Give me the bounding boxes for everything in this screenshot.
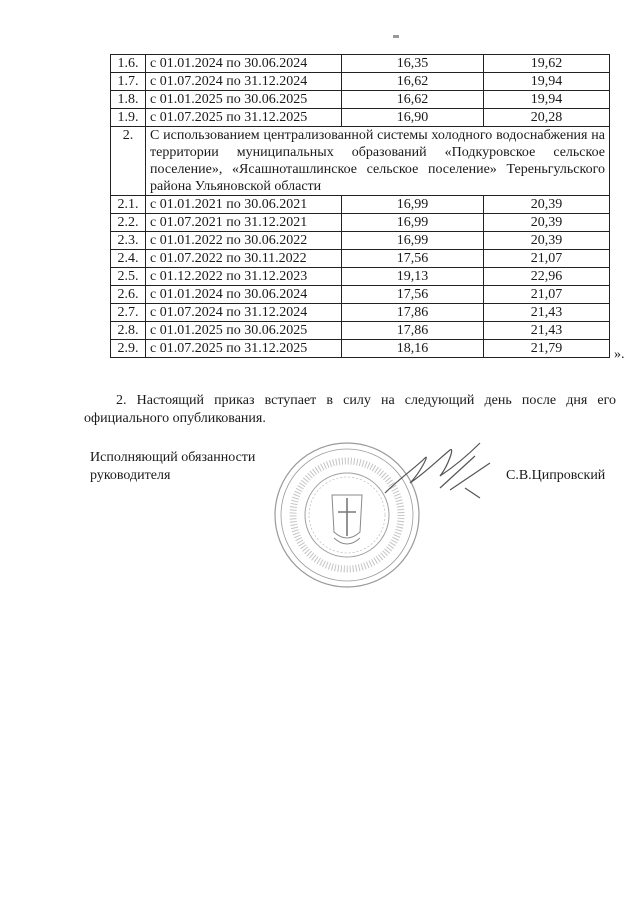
row-tariff-1: 16,99 bbox=[342, 214, 484, 232]
table-row bbox=[111, 214, 610, 232]
role-line-2: руководителя bbox=[90, 468, 171, 483]
row-tariff-2: 21,07 bbox=[484, 250, 610, 268]
table-row bbox=[111, 268, 610, 286]
row-period: с 01.01.2025 по 30.06.2025 bbox=[146, 91, 342, 109]
row-number: 2.4. bbox=[111, 250, 146, 268]
tariff-table bbox=[110, 54, 610, 358]
row-tariff-1: 16,62 bbox=[342, 73, 484, 91]
section-row bbox=[111, 127, 610, 196]
table-row bbox=[111, 322, 610, 340]
row-tariff-2: 21,43 bbox=[484, 322, 610, 340]
table-row bbox=[111, 55, 610, 73]
section-number: 2. bbox=[111, 127, 146, 196]
paragraph-effective-date: 2. Настоящий приказ вступает в силу на следующий день после дня его официального опубликования. bbox=[84, 393, 616, 426]
table-row bbox=[111, 73, 610, 91]
row-number: 1.7. bbox=[111, 73, 146, 91]
row-tariff-2: 20,28 bbox=[484, 109, 610, 127]
row-tariff-1: 16,62 bbox=[342, 91, 484, 109]
table-row bbox=[111, 250, 610, 268]
row-number: 2.7. bbox=[111, 304, 146, 322]
table-row bbox=[111, 340, 610, 358]
signatory-name: С.В.Ципровский bbox=[506, 468, 606, 483]
row-tariff-2: 21,79 bbox=[484, 340, 610, 358]
row-tariff-1: 18,16 bbox=[342, 340, 484, 358]
role-line-1: Исполняющий обязанности bbox=[90, 450, 256, 465]
row-number: 2.6. bbox=[111, 286, 146, 304]
row-tariff-2: 20,39 bbox=[484, 196, 610, 214]
row-tariff-2: 19,94 bbox=[484, 73, 610, 91]
row-tariff-1: 17,56 bbox=[342, 250, 484, 268]
row-tariff-2: 21,43 bbox=[484, 304, 610, 322]
row-tariff-1: 16,90 bbox=[342, 109, 484, 127]
row-period: с 01.07.2024 по 31.12.2024 bbox=[146, 73, 342, 91]
row-period: с 01.01.2024 по 30.06.2024 bbox=[146, 286, 342, 304]
row-number: 1.8. bbox=[111, 91, 146, 109]
row-number: 2.1. bbox=[111, 196, 146, 214]
row-number: 2.5. bbox=[111, 268, 146, 286]
row-tariff-1: 17,86 bbox=[342, 322, 484, 340]
row-tariff-2: 19,62 bbox=[484, 55, 610, 73]
section-description: С использованием централизованной системы холодного водоснабжения на территории муниципальных образований «Подкуровское сельское поселение», «Ясашноташлинское сельское поселение» Тереньгульского района Ульяновской области bbox=[146, 127, 610, 196]
row-tariff-1: 17,56 bbox=[342, 286, 484, 304]
row-period: с 01.01.2022 по 30.06.2022 bbox=[146, 232, 342, 250]
table-row bbox=[111, 304, 610, 322]
row-tariff-1: 17,86 bbox=[342, 304, 484, 322]
signatory-role bbox=[90, 449, 255, 485]
row-period: с 01.07.2025 по 31.12.2025 bbox=[146, 340, 342, 358]
row-number: 2.8. bbox=[111, 322, 146, 340]
row-tariff-1: 16,99 bbox=[342, 196, 484, 214]
row-period: с 01.07.2022 по 30.11.2022 bbox=[146, 250, 342, 268]
row-number: 2.2. bbox=[111, 214, 146, 232]
table-row bbox=[111, 196, 610, 214]
row-period: с 01.01.2021 по 30.06.2021 bbox=[146, 196, 342, 214]
row-period: с 01.07.2021 по 31.12.2021 bbox=[146, 214, 342, 232]
row-tariff-2: 19,94 bbox=[484, 91, 610, 109]
row-tariff-2: 20,39 bbox=[484, 232, 610, 250]
table-row bbox=[111, 109, 610, 127]
scan-speck bbox=[393, 35, 399, 38]
row-tariff-1: 16,35 bbox=[342, 55, 484, 73]
row-period: с 01.01.2025 по 30.06.2025 bbox=[146, 322, 342, 340]
table-row bbox=[111, 286, 610, 304]
row-number: 2.3. bbox=[111, 232, 146, 250]
row-period: с 01.01.2024 по 30.06.2024 bbox=[146, 55, 342, 73]
closing-quote: ». bbox=[614, 347, 625, 362]
table-row bbox=[111, 91, 610, 109]
row-tariff-2: 22,96 bbox=[484, 268, 610, 286]
row-period: с 01.07.2025 по 31.12.2025 bbox=[146, 109, 342, 127]
row-tariff-1: 16,99 bbox=[342, 232, 484, 250]
row-number: 1.6. bbox=[111, 55, 146, 73]
row-tariff-1: 19,13 bbox=[342, 268, 484, 286]
row-tariff-2: 20,39 bbox=[484, 214, 610, 232]
table-row bbox=[111, 232, 610, 250]
row-number: 2.9. bbox=[111, 340, 146, 358]
row-period: с 01.07.2024 по 31.12.2024 bbox=[146, 304, 342, 322]
handwritten-signature bbox=[380, 428, 500, 508]
row-period: с 01.12.2022 по 31.12.2023 bbox=[146, 268, 342, 286]
row-tariff-2: 21,07 bbox=[484, 286, 610, 304]
row-number: 1.9. bbox=[111, 109, 146, 127]
